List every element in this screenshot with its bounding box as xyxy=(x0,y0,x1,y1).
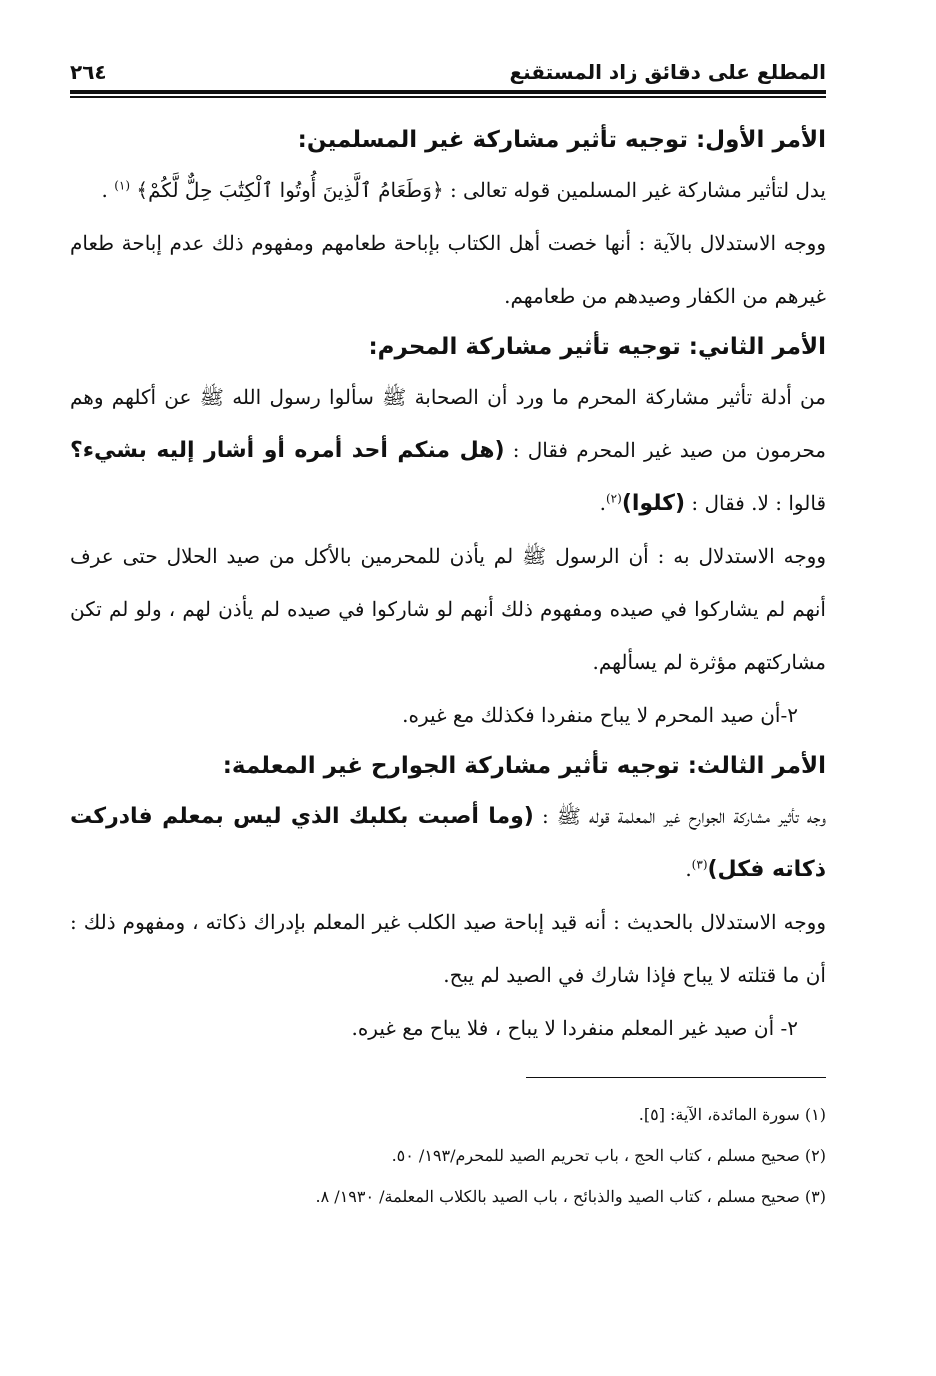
footnote-2: (٢) صحيح مسلم ، كتاب الحج ، باب تحريم الصيد للمحرم/١٩٣/ ٥٠. xyxy=(391,1146,826,1165)
footnote-marker-1: (١) xyxy=(114,177,131,192)
paragraph-hadith-1 xyxy=(70,371,826,530)
quran-ayah: ﴿وَطَعَامُ ٱلَّذِينَ أُوتُوا ٱلْكِتَٰبَ حِلٌّ لَّكُمْ﴾ xyxy=(136,177,444,202)
hadith-quote-2: (كلوا) xyxy=(621,490,686,516)
paragraph-point-2a: ٢-أن صيد المحرم لا يباح منفردا فكذلك مع غيره. xyxy=(402,702,798,727)
header-rule-thick xyxy=(70,90,826,94)
ayah-end: . xyxy=(101,177,108,202)
footnote-3: (٣) صحيح مسلم ، كتاب الصيد والذبائح ، باب الصيد بالكلاب المعلمة/ ١٩٣٠/ ٨. xyxy=(315,1187,826,1206)
paragraph-point-2b: ٢- أن صيد غير المعلم منفردا لا يباح ، فلا يباح مع غيره. xyxy=(351,1015,798,1040)
paragraph-ayah xyxy=(70,164,826,217)
hadith2-quote: (وما أصبت بكلبك الذي ليس بمعلم فادركت ذكاته فكل) xyxy=(70,803,826,882)
section-heading-2: الأمر الثاني: توجيه تأثير مشاركة المحرم: xyxy=(368,333,826,360)
footnote-separator xyxy=(526,1077,826,1079)
page-number: ٢٦٤ xyxy=(70,60,107,84)
footnote-marker-3: (٣) xyxy=(691,856,708,871)
ayah-intro: يدل لتأثير مشاركة غير المسلمين قوله تعالى : xyxy=(449,177,826,202)
book-title: المطلع على دقائق زاد المستقنع xyxy=(509,60,826,84)
section-heading-1: الأمر الأول: توجيه تأثير مشاركة غير المسلمين: xyxy=(297,126,826,153)
hadith-quote-1: (هل منكم أحد أمره أو أشار إليه بشيء؟ xyxy=(70,437,505,463)
paragraph-inference-2: ووجه الاستدلال به : أن الرسول ﷺ لم يأذن للمحرمين بالأكل من صيد الحلال حتى عرف أنهم لم يشاركوا في صيده ومفهوم ذلك أنهم لو شاركوا في صيده لم يأذن لهم ، ولو لم تكن مشاركتهم مؤثرة لم يسألهم. xyxy=(70,543,826,674)
hadith2-end: . xyxy=(685,856,692,881)
paragraph-inference-1: ووجه الاستدلال بالآية : أنها خصت أهل الكتاب بإباحة طعامهم ومفهوم ذلك عدم إباحة طعام غيرهم من الكفار وصيدهم من طعامهم. xyxy=(70,230,826,308)
running-header xyxy=(70,60,826,90)
hadith-end: . xyxy=(599,490,606,515)
paragraph-hadith-2 xyxy=(70,790,826,896)
book-page xyxy=(70,60,826,1217)
hadith-intro: من أدلة تأثير مشاركة المحرم ما ورد أن الصحابة ﷺ سألوا رسول الله ﷺ عن أكلهم وهم محرمون من صيد غير المحرم فقال : xyxy=(70,384,826,462)
hadith-mid: قالوا : لا. فقال : xyxy=(691,490,826,515)
hadith2-intro: وجه تأثير مشاركة الجوارح غير المعلمة قوله ﷺ : xyxy=(541,803,827,828)
paragraph-inference-3: ووجه الاستدلال بالحديث : أنه قيد إباحة صيد الكلب غير المعلم بإدراك ذكاته ، ومفهوم ذلك : أن ما قتلته لا يباح فإذا شارك في الصيد لم يبح. xyxy=(70,909,826,987)
section-heading-3: الأمر الثالث: توجيه تأثير مشاركة الجوارح غير المعلمة: xyxy=(222,752,826,779)
footnote-1: (١) سورة المائدة، الآية: [٥]. xyxy=(638,1105,826,1124)
header-rule-thin xyxy=(70,96,826,98)
footnote-marker-2: (٢) xyxy=(605,490,622,505)
